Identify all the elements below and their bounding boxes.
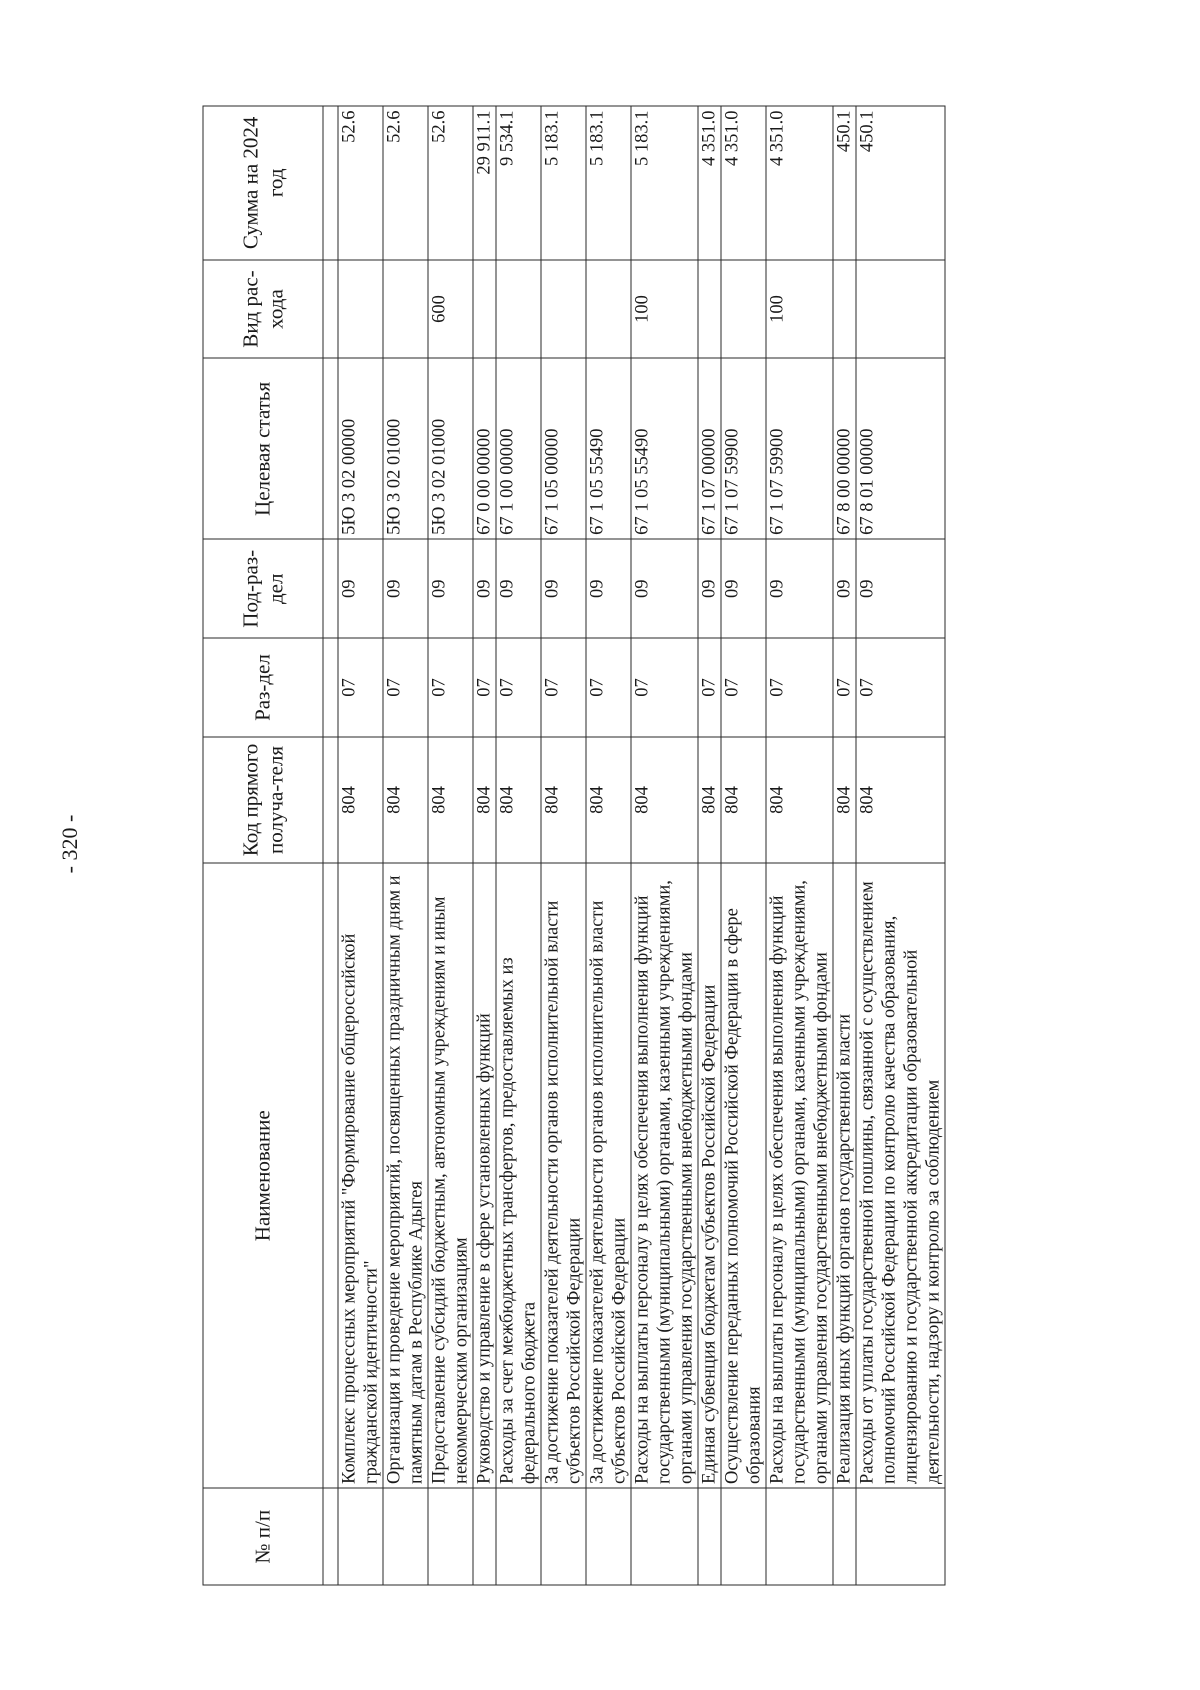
cell-recipient: 804 xyxy=(721,737,766,863)
cell-sum: 29 911.1 xyxy=(473,106,496,260)
cell-subsection: 09 xyxy=(766,539,833,638)
cell-target: 67 8 00 00000 xyxy=(833,358,856,539)
table-row xyxy=(541,106,586,1585)
budget-table-wrapper xyxy=(203,106,1048,1586)
cell-exp-type: 100 xyxy=(766,260,833,359)
cell-exp-type xyxy=(721,260,766,359)
cell-exp-type xyxy=(541,260,586,359)
header-exp-type: Вид рас-хода xyxy=(203,260,323,359)
cell-target: 67 8 01 00000 xyxy=(856,358,945,539)
cell-name: Реализация иных функций органов государственной власти xyxy=(833,863,856,1488)
table-row xyxy=(698,106,721,1585)
cell-num xyxy=(833,1488,856,1585)
cell-subsection: 09 xyxy=(473,539,496,638)
cell-sum: 52.6 xyxy=(428,106,473,260)
cell-section: 07 xyxy=(631,638,698,737)
table-row xyxy=(496,106,541,1585)
cell-recipient: 804 xyxy=(473,737,496,863)
cell-num xyxy=(383,1488,428,1585)
cell-recipient: 804 xyxy=(586,737,631,863)
cell-exp-type xyxy=(856,260,945,359)
cell-sum: 5 183.1 xyxy=(631,106,698,260)
cell-target: 67 1 07 59900 xyxy=(766,358,833,539)
cell-name: Руководство и управление в сфере установленных функций xyxy=(473,863,496,1488)
cell-sum: 450.1 xyxy=(833,106,856,260)
cell-sum: 450.1 xyxy=(856,106,945,260)
cell-subsection: 09 xyxy=(428,539,473,638)
cell-subsection: 09 xyxy=(721,539,766,638)
cell-sum: 52.6 xyxy=(338,106,383,260)
cell-num xyxy=(698,1488,721,1585)
cell-target: 67 1 00 00000 xyxy=(496,358,541,539)
cell-subsection: 09 xyxy=(541,539,586,638)
budget-table xyxy=(203,106,946,1586)
cell-subsection: 09 xyxy=(698,539,721,638)
cell-section: 07 xyxy=(383,638,428,737)
cell-num xyxy=(631,1488,698,1585)
cell-target: 67 1 05 55490 xyxy=(586,358,631,539)
cell-num xyxy=(586,1488,631,1585)
cell-num xyxy=(428,1488,473,1585)
cell-recipient: 804 xyxy=(338,737,383,863)
cell-subsection: 09 xyxy=(833,539,856,638)
table-row xyxy=(766,106,833,1585)
cell-name: Расходы от уплаты государственной пошлины, связанной с осуществлением полномочий Российской Федерации по контролю качества образования, лицензированию и государственной аккредитации образовательной деятельности, надзору и контролю за соблюдением xyxy=(856,863,945,1488)
table-row xyxy=(338,106,383,1585)
cell-num xyxy=(496,1488,541,1585)
cell-exp-type: 100 xyxy=(631,260,698,359)
cell-target: 67 1 07 59900 xyxy=(721,358,766,539)
cell-section: 07 xyxy=(473,638,496,737)
cell-target: 67 1 07 00000 xyxy=(698,358,721,539)
cell-exp-type xyxy=(698,260,721,359)
cell-target: 67 0 00 00000 xyxy=(473,358,496,539)
header-section: Раз-дел xyxy=(203,638,323,737)
cell-num xyxy=(338,1488,383,1585)
table-row xyxy=(856,106,945,1585)
table-row xyxy=(586,106,631,1585)
cell-target: 5Ю 3 02 01000 xyxy=(383,358,428,539)
cell-recipient: 804 xyxy=(383,737,428,863)
cell-num xyxy=(541,1488,586,1585)
cell-section: 07 xyxy=(721,638,766,737)
cell-target: 67 1 05 00000 xyxy=(541,358,586,539)
cell-recipient: 804 xyxy=(428,737,473,863)
cell-recipient: 804 xyxy=(833,737,856,863)
cell-exp-type xyxy=(586,260,631,359)
cell-section: 07 xyxy=(766,638,833,737)
cell-name: Расходы на выплаты персоналу в целях обеспечения выполнения функций государственными (муниципальными) органами, казенными учреждениями, органами управления государственными внебюджетными фондами xyxy=(766,863,833,1488)
cell-exp-type xyxy=(473,260,496,359)
table-body xyxy=(338,106,945,1585)
cell-target: 5Ю 3 02 00000 xyxy=(338,358,383,539)
table-row xyxy=(721,106,766,1585)
cell-section: 07 xyxy=(698,638,721,737)
cell-section: 07 xyxy=(338,638,383,737)
table-header xyxy=(203,106,338,1585)
cell-name: Расходы за счет межбюджетных трансфертов, предоставляемых из федерального бюджета xyxy=(496,863,541,1488)
table-row xyxy=(833,106,856,1585)
cell-target: 5Ю 3 02 01000 xyxy=(428,358,473,539)
cell-name: Осуществление переданных полномочий Российской Федерации в сфере образования xyxy=(721,863,766,1488)
header-name: Наименование xyxy=(203,863,323,1488)
cell-exp-type: 600 xyxy=(428,260,473,359)
cell-subsection: 09 xyxy=(338,539,383,638)
cell-subsection: 09 xyxy=(496,539,541,638)
cell-subsection: 09 xyxy=(383,539,428,638)
cell-sum: 9 534.1 xyxy=(496,106,541,260)
table-row xyxy=(473,106,496,1585)
cell-sum: 5 183.1 xyxy=(541,106,586,260)
cell-recipient: 804 xyxy=(856,737,945,863)
header-target: Целевая статья xyxy=(203,358,323,539)
cell-section: 07 xyxy=(428,638,473,737)
cell-exp-type xyxy=(383,260,428,359)
cell-target: 67 1 05 55490 xyxy=(631,358,698,539)
cell-name: За достижение показателей деятельности органов исполнительной власти субъектов Российской Федерации xyxy=(586,863,631,1488)
page-number: - 320 - xyxy=(57,814,82,874)
cell-recipient: 804 xyxy=(541,737,586,863)
cell-sum: 4 351.0 xyxy=(766,106,833,260)
cell-section: 07 xyxy=(586,638,631,737)
cell-exp-type xyxy=(833,260,856,359)
cell-recipient: 804 xyxy=(766,737,833,863)
cell-recipient: 804 xyxy=(698,737,721,863)
cell-name: Организация и проведение мероприятий, посвященных праздничным дням и памятным датам в Республике Адыгея xyxy=(383,863,428,1488)
cell-sum: 5 183.1 xyxy=(586,106,631,260)
cell-recipient: 804 xyxy=(631,737,698,863)
cell-name: Расходы на выплаты персоналу в целях обеспечения выполнения функций государственными (муниципальными) органами, казенными учреждениями, органами управления государственными внебюджетными фондами xyxy=(631,863,698,1488)
cell-name: Комплекс процессных мероприятий "Формирование общероссийской гражданской идентичности" xyxy=(338,863,383,1488)
cell-section: 07 xyxy=(856,638,945,737)
cell-sum: 52.6 xyxy=(383,106,428,260)
cell-name: Предоставление субсидий бюджетным, автономным учреждениям и иным некоммерческим организациям xyxy=(428,863,473,1488)
header-recipient: Код прямого получа-теля xyxy=(203,737,323,863)
cell-num xyxy=(856,1488,945,1585)
cell-section: 07 xyxy=(496,638,541,737)
table-row xyxy=(383,106,428,1585)
table-row xyxy=(428,106,473,1585)
cell-num xyxy=(721,1488,766,1585)
cell-exp-type xyxy=(496,260,541,359)
cell-subsection: 09 xyxy=(586,539,631,638)
cell-num xyxy=(473,1488,496,1585)
cell-num xyxy=(766,1488,833,1585)
table-row xyxy=(631,106,698,1585)
header-sum: Сумма на 2024 год xyxy=(203,106,323,260)
cell-exp-type xyxy=(338,260,383,359)
header-spacer-row xyxy=(323,106,338,1585)
header-num: № п/п xyxy=(203,1488,323,1585)
cell-section: 07 xyxy=(833,638,856,737)
cell-recipient: 804 xyxy=(496,737,541,863)
cell-sum: 4 351.0 xyxy=(698,106,721,260)
cell-subsection: 09 xyxy=(856,539,945,638)
cell-name: Единая субвенция бюджетам субъектов Российской Федерации xyxy=(698,863,721,1488)
cell-sum: 4 351.0 xyxy=(721,106,766,260)
cell-name: За достижение показателей деятельности органов исполнительной власти субъектов Российской Федерации xyxy=(541,863,586,1488)
cell-section: 07 xyxy=(541,638,586,737)
header-subsection: Под-раз-дел xyxy=(203,539,323,638)
cell-subsection: 09 xyxy=(631,539,698,638)
